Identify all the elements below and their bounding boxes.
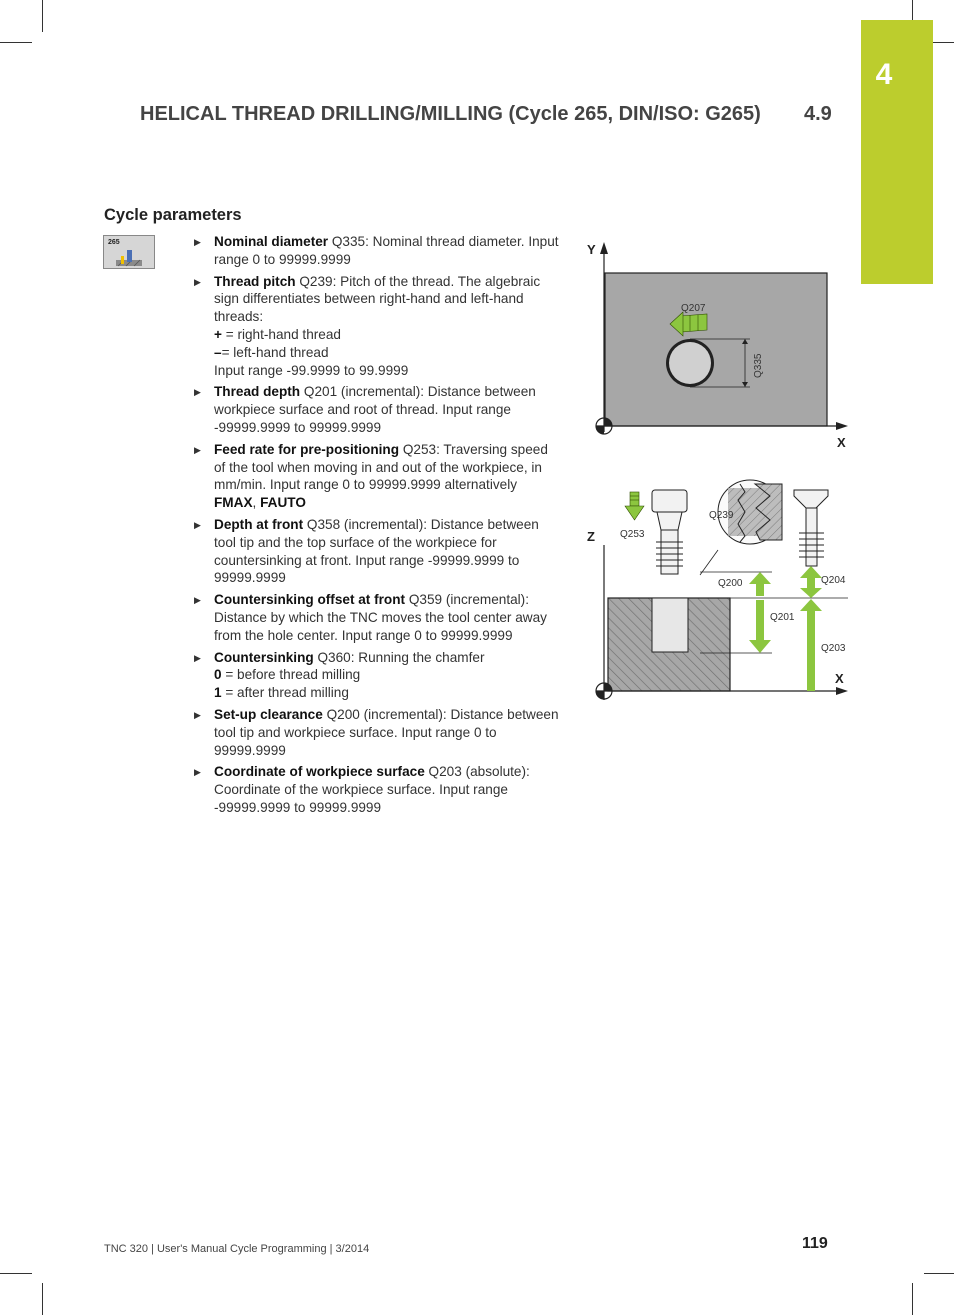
x-axis-label-bottom: X (835, 671, 844, 686)
q335-label: Q335 (753, 353, 764, 378)
crop-mark (912, 0, 913, 20)
param-description: Q359 (incremental): Distance by which the TNC moves the tool center away from the hole center. Input range 0 to 99999.9999 (214, 592, 547, 643)
param-option (214, 344, 559, 362)
param-name: Thread pitch (214, 273, 296, 289)
option-symbol: + (214, 326, 222, 342)
option-text: = left-hand thread (221, 344, 329, 360)
page-number: 119 (802, 1235, 828, 1252)
param-name: Nominal diameter (214, 234, 329, 249)
param-feed-rate-prepositioning (214, 441, 559, 512)
param-option (214, 326, 559, 344)
q200-dimension-arrow (749, 572, 771, 596)
workpiece-plate (605, 273, 827, 426)
param-option (214, 666, 559, 684)
q201-label: Q201 (770, 612, 795, 623)
option-symbol: – (214, 344, 222, 360)
param-workpiece-surface (214, 763, 559, 816)
cycle-parameter-list (214, 233, 559, 821)
section-title: Cycle parameters (104, 206, 242, 224)
param-depth-at-front (214, 516, 559, 587)
origin-symbol (596, 683, 612, 699)
param-name: Depth at front (214, 516, 304, 532)
q207-label: Q207 (681, 303, 706, 314)
param-description: Q239: Pitch of the thread. The algebraic sign differentiates between right-hand and left-hand threads: (214, 273, 541, 325)
y-axis-arrow (600, 242, 608, 254)
thread-mill-tool-2 (794, 490, 828, 566)
param-description: Q201 (incremental): Distance between workpiece surface and root of thread. Input range -99999.9999 to 99999.9999 (214, 384, 536, 435)
param-description: Q360: Running the chamfer (313, 649, 485, 665)
top-view (596, 242, 848, 434)
crop-mark (912, 1283, 913, 1315)
thread-tool-icon (104, 236, 154, 268)
param-name: Coordinate of workpiece surface (214, 764, 425, 780)
cycle-265-diagram (582, 232, 858, 722)
option-text: = right-hand thread (221, 326, 341, 342)
param-name: Set-up clearance (214, 706, 323, 722)
threaded-hole (652, 598, 688, 652)
origin-symbol (596, 418, 612, 434)
crop-mark (42, 0, 43, 32)
param-name: Countersinking (214, 649, 314, 665)
cycle-265-softkey-icon (103, 235, 155, 269)
param-description: Q200 (incremental): Distance between tool tip and workpiece surface. Input range 0 to 99999.9999 (214, 706, 559, 758)
crop-mark (0, 42, 32, 43)
param-setup-clearance (214, 706, 559, 759)
option-fmax: FMAX (214, 495, 253, 511)
footer-text: TNC 320 | User's Manual Cycle Programming | 3/2014 (104, 1243, 370, 1255)
hole-inner (669, 342, 711, 384)
param-description: Q358 (incremental): Distance between tool tip and the top surface of the workpiece for countersinking at front. Input range -99999.9999 to 99999.9999 (214, 516, 539, 586)
param-description: Q253: Traversing speed of the tool when moving in and out of the workpiece, in mm/min. Input range 0 to 99999.9999 alternatively (214, 441, 548, 493)
option-fauto: FAUTO (260, 495, 306, 511)
param-countersinking (214, 649, 559, 702)
param-description: Q335: Nominal thread diameter. Input range 0 to 99999.9999 (214, 234, 559, 267)
option-text: = after thread milling (221, 685, 349, 701)
option-text: = before thread milling (221, 667, 361, 683)
thread-detail-magnifier (700, 480, 782, 575)
x-axis-arrow (836, 422, 848, 430)
chapter-tab-number: 4 (875, 58, 893, 91)
param-thread-pitch (214, 273, 559, 380)
option-symbol: 0 (214, 667, 222, 683)
x-axis-label: X (837, 435, 846, 450)
param-nominal-diameter (214, 233, 559, 269)
param-name: Feed rate for pre-positioning (214, 441, 400, 457)
q239-label: Q239 (709, 510, 734, 521)
q203-dimension-arrow (800, 599, 822, 691)
separator: , (252, 495, 261, 511)
q203-label: Q203 (821, 643, 846, 654)
param-name: Countersinking offset at front (214, 592, 406, 608)
cycle-icon-label: 265 (108, 239, 120, 246)
section-number: 4.9 (804, 103, 832, 125)
chapter-title: HELICAL THREAD DRILLING/MILLING (Cycle 265, DIN/ISO: G265) (140, 103, 761, 125)
q207-feed-arrow (681, 314, 707, 332)
crop-mark (924, 1273, 954, 1274)
crop-mark (42, 1283, 43, 1315)
param-name: Thread depth (214, 384, 301, 400)
q204-label: Q204 (821, 575, 846, 586)
option-symbol: 1 (214, 685, 222, 701)
param-description: Q203 (absolute): Coordinate of the workpiece surface. Input range -99999.9999 to 99999.9999 (214, 764, 530, 815)
q201-dimension-arrow (749, 600, 771, 653)
param-thread-depth (214, 383, 559, 436)
crop-mark (0, 1273, 32, 1274)
y-axis-label: Y (587, 242, 596, 257)
q200-label: Q200 (718, 578, 743, 589)
q253-label: Q253 (620, 529, 645, 540)
thread-mill-tool (652, 490, 687, 574)
param-option (214, 684, 559, 702)
z-axis-label: Z (587, 529, 595, 544)
param-range: Input range -99.9999 to 99.9999 (214, 362, 409, 378)
q253-feed-arrow (625, 492, 644, 520)
param-countersinking-offset (214, 591, 559, 644)
q204-dimension-arrow (800, 566, 822, 598)
